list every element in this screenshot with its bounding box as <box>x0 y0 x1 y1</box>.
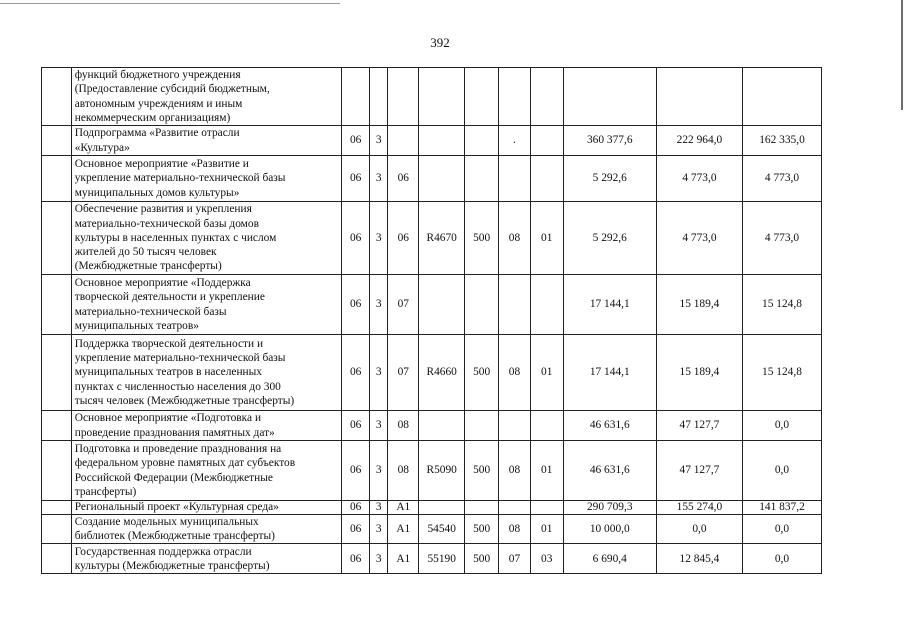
amount-cell: 0,0 <box>742 411 821 441</box>
row-name-cell: Основное мероприятие «Развитие и укрепление материально-технической базы муниципальных домов культуры» <box>71 156 342 202</box>
amount-cell: 0,0 <box>656 515 742 544</box>
amount-cell: 47 127,7 <box>656 411 742 441</box>
amount-cell <box>742 68 821 126</box>
code-cell <box>530 501 563 515</box>
code-cell: 01 <box>530 515 563 544</box>
code-cell: 06 <box>342 515 370 544</box>
table-row <box>42 501 822 515</box>
row-index-cell <box>42 202 72 275</box>
amount-cell: 0,0 <box>742 441 821 501</box>
row-name-cell: функций бюджетного учреждения (Предоставление субсидий бюджетным, автономным учреждениям и иным некоммерческим организациям) <box>71 68 342 126</box>
row-name-cell: Основное мероприятие «Подготовка и проведение празднования памятных дат» <box>71 411 342 441</box>
code-cell: 06 <box>388 202 419 275</box>
code-cell: A1 <box>388 515 419 544</box>
code-cell <box>465 126 499 156</box>
amount-cell: 15 189,4 <box>656 275 742 335</box>
amount-cell <box>563 68 656 126</box>
amount-cell: 4 773,0 <box>742 202 821 275</box>
code-cell <box>388 126 419 156</box>
page-number: 392 <box>430 35 450 50</box>
row-index-cell <box>42 544 72 574</box>
code-cell <box>419 411 465 441</box>
code-cell: 06 <box>388 156 419 202</box>
amount-cell: 15 189,4 <box>656 335 742 411</box>
code-cell <box>530 126 563 156</box>
code-cell <box>465 68 499 126</box>
code-cell: 07 <box>388 335 419 411</box>
code-cell <box>465 275 499 335</box>
code-cell: 01 <box>530 202 563 275</box>
amount-cell: 4 773,0 <box>742 156 821 202</box>
amount-cell: 17 144,1 <box>563 335 656 411</box>
table-row <box>42 515 822 544</box>
row-name-cell: Региональный проект «Культурная среда» <box>71 501 342 515</box>
table-row <box>42 126 822 156</box>
table-row <box>42 335 822 411</box>
amount-cell: 46 631,6 <box>563 441 656 501</box>
table-row <box>42 411 822 441</box>
code-cell: 3 <box>369 126 387 156</box>
amount-cell: 4 773,0 <box>656 202 742 275</box>
code-cell <box>499 411 531 441</box>
code-cell <box>419 126 465 156</box>
amount-cell: 222 964,0 <box>656 126 742 156</box>
code-cell: 500 <box>465 335 499 411</box>
code-cell: 08 <box>499 441 531 501</box>
row-name-cell: Создание модельных муниципальных библиотек (Межбюджетные трансферты) <box>71 515 342 544</box>
amount-cell <box>656 68 742 126</box>
code-cell: 3 <box>369 411 387 441</box>
code-cell: 3 <box>369 335 387 411</box>
top-rule <box>0 3 340 4</box>
amount-cell: 0,0 <box>742 515 821 544</box>
code-cell: 08 <box>499 202 531 275</box>
code-cell: 07 <box>499 544 531 574</box>
row-index-cell <box>42 515 72 544</box>
row-index-cell <box>42 68 72 126</box>
code-cell: 06 <box>342 202 370 275</box>
code-cell: 54540 <box>419 515 465 544</box>
code-cell <box>369 68 387 126</box>
amount-cell: 4 773,0 <box>656 156 742 202</box>
row-name-cell: Основное мероприятие «Поддержка творческой деятельности и укрепление материально-технической базы муниципальных театров» <box>71 275 342 335</box>
amount-cell: 15 124,8 <box>742 275 821 335</box>
code-cell: 55190 <box>419 544 465 574</box>
code-cell: 08 <box>499 515 531 544</box>
code-cell: 06 <box>342 156 370 202</box>
amount-cell: 141 837,2 <box>742 501 821 515</box>
amount-cell: 10 000,0 <box>563 515 656 544</box>
code-cell: 06 <box>342 501 370 515</box>
amount-cell: 162 335,0 <box>742 126 821 156</box>
code-cell: A1 <box>388 544 419 574</box>
code-cell <box>419 275 465 335</box>
amount-cell: 6 690,4 <box>563 544 656 574</box>
table-body <box>42 68 822 574</box>
row-name-cell: Обеспечение развития и укрепления материально-технической базы домов культуры в населенных пунктах с числом жителей до 50 тысяч человек (Межбюджетные трансферты) <box>71 202 342 275</box>
code-cell: 3 <box>369 544 387 574</box>
row-index-cell <box>42 411 72 441</box>
code-cell: 06 <box>342 275 370 335</box>
amount-cell: 15 124,8 <box>742 335 821 411</box>
row-index-cell <box>42 156 72 202</box>
code-cell: 3 <box>369 275 387 335</box>
amount-cell: 5 292,6 <box>563 202 656 275</box>
code-cell: R4660 <box>419 335 465 411</box>
page-edge-shadow <box>901 0 903 110</box>
code-cell: 08 <box>499 335 531 411</box>
amount-cell: 0,0 <box>742 544 821 574</box>
code-cell: 01 <box>530 335 563 411</box>
code-cell: . <box>499 126 531 156</box>
code-cell: 06 <box>342 335 370 411</box>
row-index-cell <box>42 275 72 335</box>
code-cell <box>530 411 563 441</box>
code-cell <box>465 411 499 441</box>
amount-cell: 17 144,1 <box>563 275 656 335</box>
code-cell <box>499 275 531 335</box>
amount-cell: 46 631,6 <box>563 411 656 441</box>
code-cell: 3 <box>369 202 387 275</box>
amount-cell: 5 292,6 <box>563 156 656 202</box>
code-cell: 08 <box>388 411 419 441</box>
code-cell: 06 <box>342 126 370 156</box>
code-cell <box>342 68 370 126</box>
table-row <box>42 156 822 202</box>
code-cell: 01 <box>530 441 563 501</box>
row-index-cell <box>42 126 72 156</box>
code-cell: 3 <box>369 501 387 515</box>
table-row <box>42 544 822 574</box>
amount-cell: 155 274,0 <box>656 501 742 515</box>
code-cell <box>419 501 465 515</box>
table-row <box>42 441 822 501</box>
code-cell: 500 <box>465 202 499 275</box>
amount-cell: 47 127,7 <box>656 441 742 501</box>
code-cell: 03 <box>530 544 563 574</box>
row-name-cell: Подготовка и проведение празднования на федеральном уровне памятных дат субъектов Российской Федерации (Межбюджетные трансферты) <box>71 441 342 501</box>
code-cell <box>530 68 563 126</box>
code-cell <box>419 68 465 126</box>
code-cell <box>465 501 499 515</box>
table-row <box>42 68 822 126</box>
row-name-cell: Подпрограмма «Развитие отрасли «Культура» <box>71 126 342 156</box>
code-cell: 500 <box>465 515 499 544</box>
code-cell <box>499 501 531 515</box>
code-cell <box>530 156 563 202</box>
row-name-cell: Поддержка творческой деятельности и укрепление материально-технической базы муниципальных театров в населенных пунктах с численностью населения до 300 тысяч человек (Межбюджетные трансферты) <box>71 335 342 411</box>
code-cell: 3 <box>369 515 387 544</box>
amount-cell: 360 377,6 <box>563 126 656 156</box>
table-row <box>42 202 822 275</box>
table-row <box>42 275 822 335</box>
row-index-cell <box>42 441 72 501</box>
code-cell: 500 <box>465 544 499 574</box>
code-cell <box>388 68 419 126</box>
code-cell <box>499 68 531 126</box>
code-cell: 3 <box>369 441 387 501</box>
code-cell: 06 <box>342 411 370 441</box>
code-cell: 08 <box>388 441 419 501</box>
code-cell <box>530 275 563 335</box>
amount-cell: 290 709,3 <box>563 501 656 515</box>
code-cell <box>499 156 531 202</box>
row-name-cell: Государственная поддержка отрасли культуры (Межбюджетные трансферты) <box>71 544 342 574</box>
code-cell: A1 <box>388 501 419 515</box>
code-cell: 06 <box>342 441 370 501</box>
code-cell: R4670 <box>419 202 465 275</box>
code-cell <box>419 156 465 202</box>
code-cell: 06 <box>342 544 370 574</box>
code-cell: 3 <box>369 156 387 202</box>
row-index-cell <box>42 501 72 515</box>
code-cell: 500 <box>465 441 499 501</box>
amount-cell: 12 845,4 <box>656 544 742 574</box>
code-cell <box>465 156 499 202</box>
code-cell: R5090 <box>419 441 465 501</box>
row-index-cell <box>42 335 72 411</box>
budget-table <box>41 67 822 574</box>
code-cell: 07 <box>388 275 419 335</box>
